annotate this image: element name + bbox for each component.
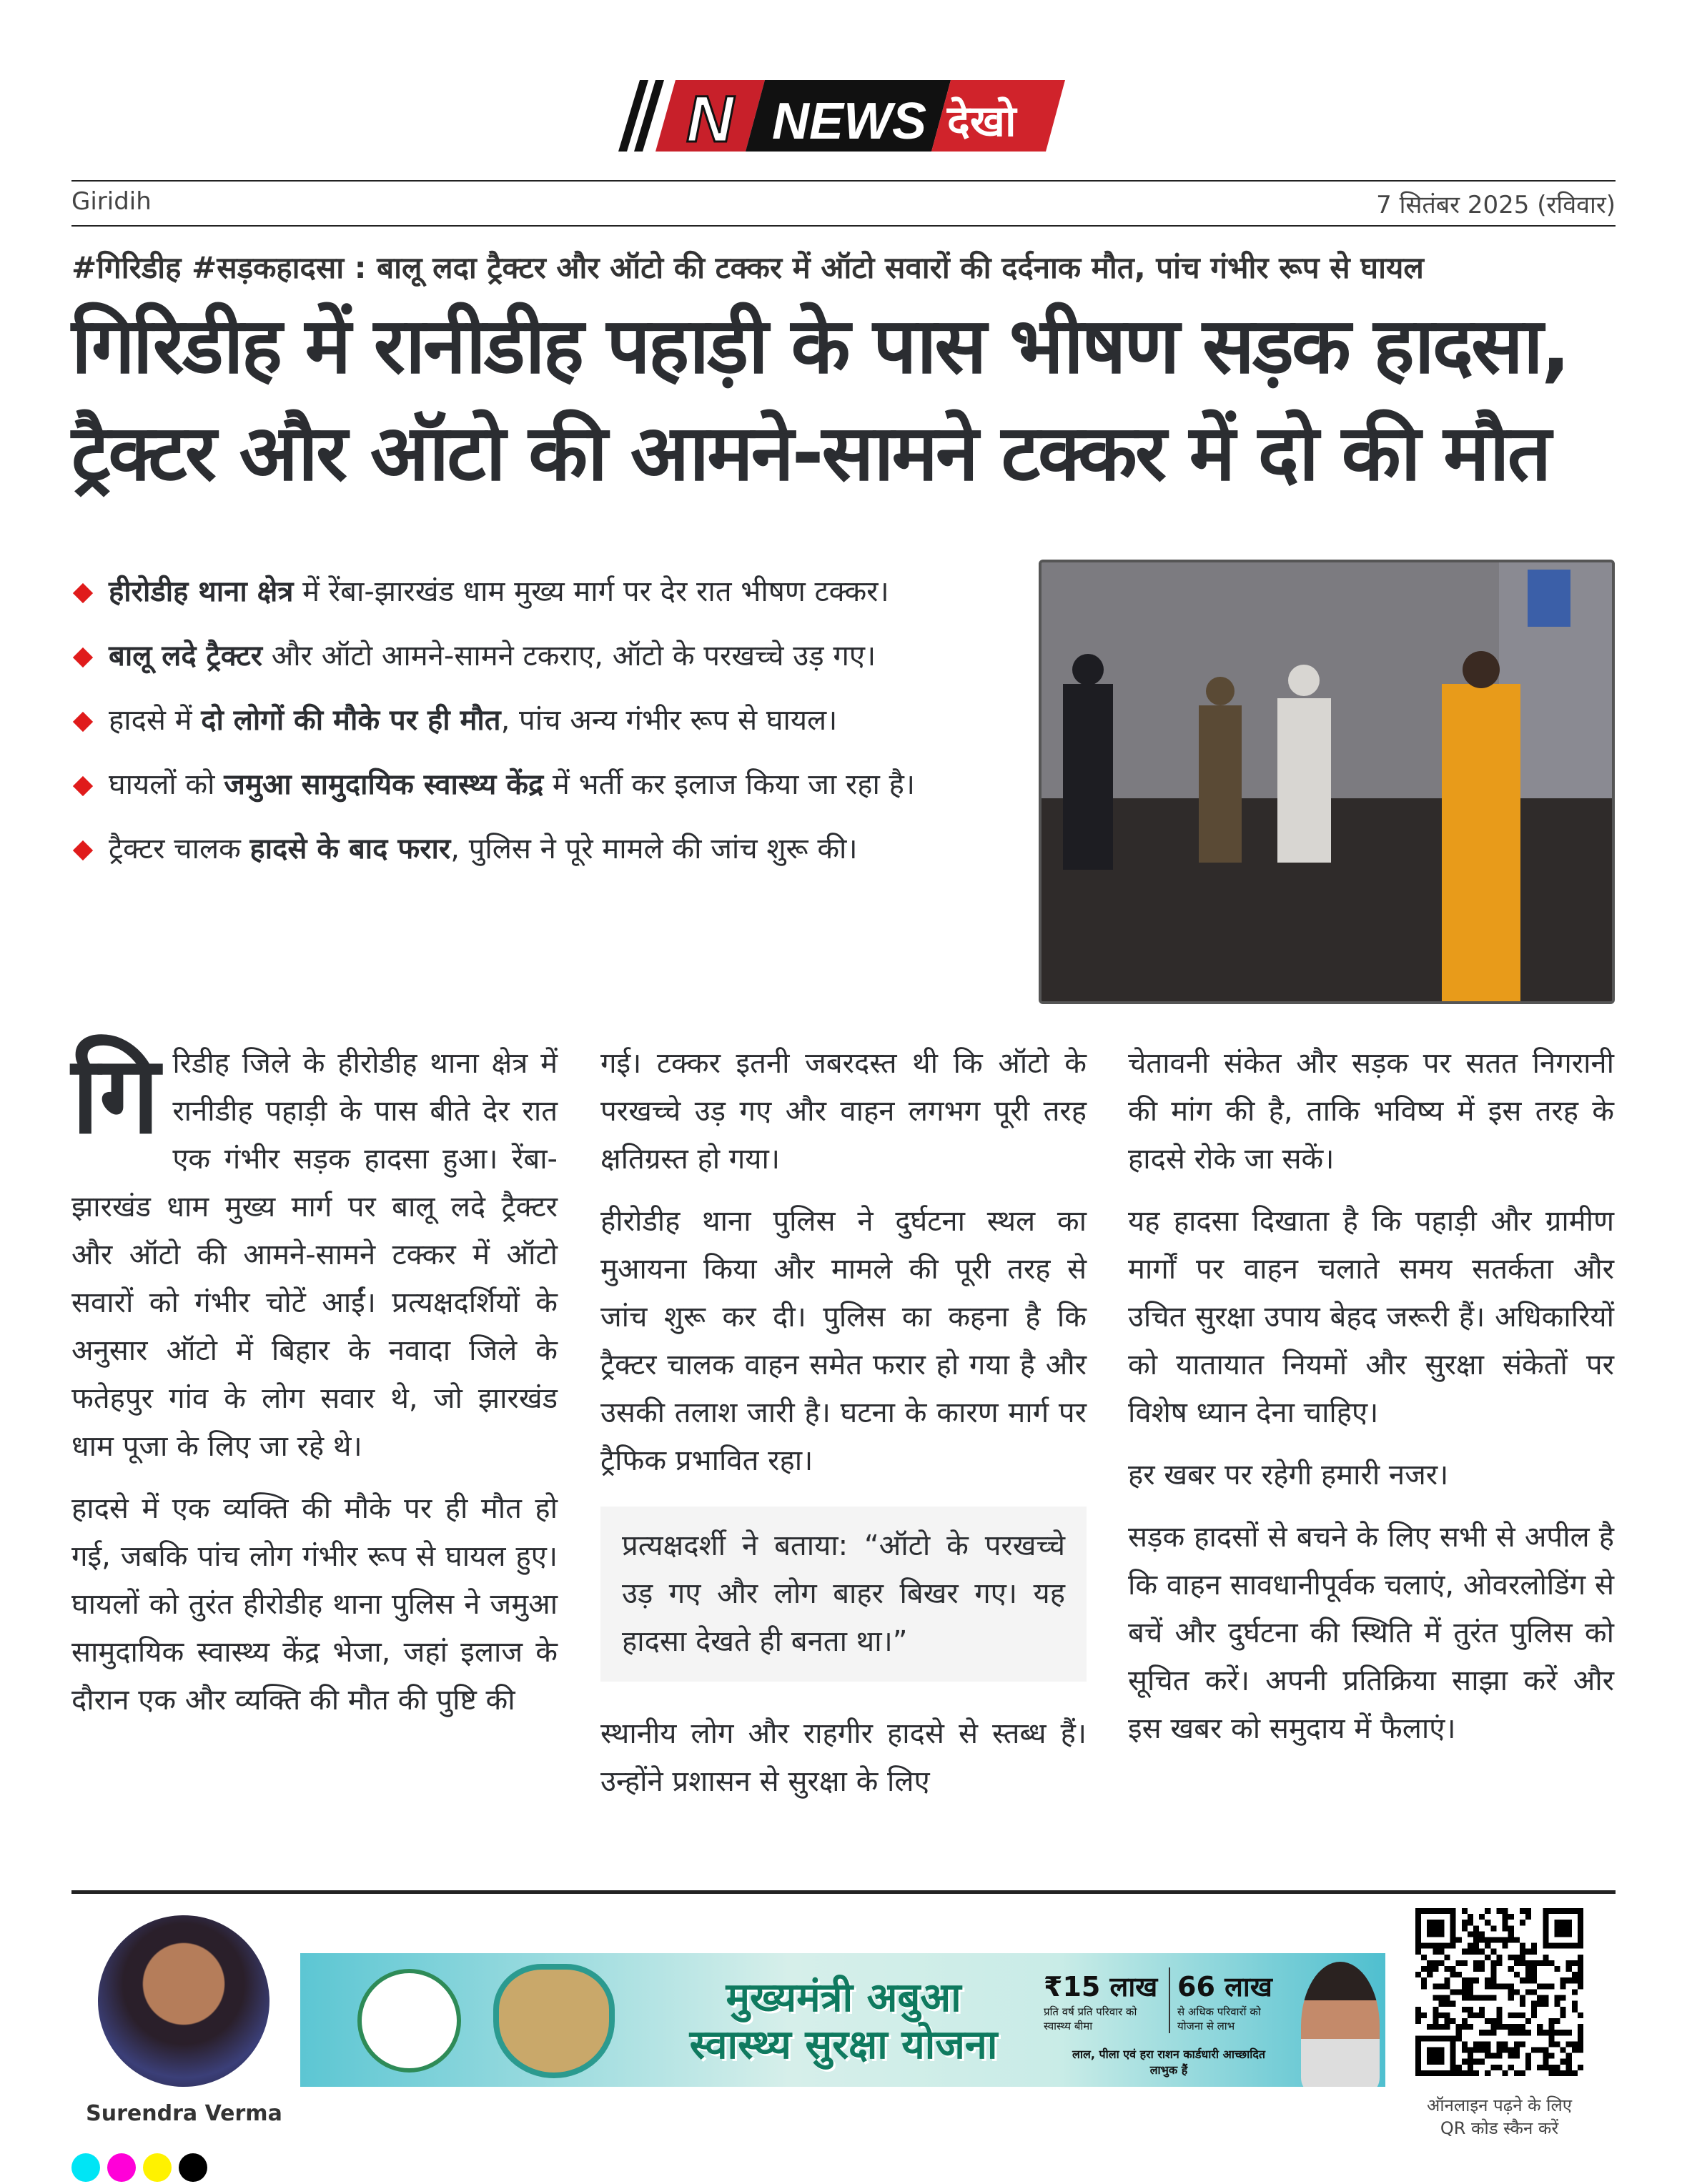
logo-n: N — [686, 83, 734, 152]
highlight-item: ट्रैक्टर चालक हादसे के बाद फरार, पुलिस ने पूरे मामले की जांच शुरू की। — [71, 822, 1022, 876]
banner-title-line2: स्वास्थ्य सुरक्षा योजना — [689, 2022, 998, 2068]
divider — [71, 225, 1616, 227]
article-paragraph: स्थानीय लोग और राहगीर हादसे से स्तब्ध हैं। उन्होंने प्रशासन से सुरक्षा के लिए — [600, 1717, 1087, 1798]
article-column-1 — [71, 1033, 558, 1739]
dateline — [71, 187, 1616, 220]
qr-code[interactable] — [1415, 1908, 1583, 2076]
qr-caption: ऑनलाइन पढ़ने के लिए QR कोड स्कैन करें — [1426, 2095, 1572, 2138]
banner-stat-1: ₹15 लाख — [1044, 1971, 1158, 2002]
chief-minister-photo — [1301, 1962, 1380, 2087]
diamond-bullet-icon — [73, 840, 93, 860]
author-name: Surendra Verma — [86, 2101, 282, 2126]
article-column-2 — [600, 1040, 1087, 1820]
logo-news: NEWS — [772, 93, 926, 150]
banner-stat-2: 66 लाख — [1177, 1971, 1272, 2002]
drop-cap: गि — [71, 1033, 160, 1158]
cmyk-magenta-dot — [107, 2153, 136, 2182]
banner-title-line1: मुख्यमंत्री अबुआ — [726, 1975, 961, 2021]
divider — [71, 180, 1616, 182]
article-paragraph: चेतावनी संकेत और सड़क पर सतत निगरानी की मांग की है, ताकि भविष्य में इस तरह के हादसे रोके जा सकें। — [1128, 1047, 1614, 1176]
article-paragraph: यह हादसा दिखाता है कि पहाड़ी और ग्रामीण मार्गों पर वाहन चलाते समय सतर्कता और उचित सुरक्षा उपाय बेहद जरूरी हैं। अधिकारियों को यातायात नियमों और सुरक्षा संकेतों पर विशेष ध्यान देना चाहिए। — [1128, 1205, 1614, 1429]
banner-stat-2-caption: से अधिक परिवारों को योजना से लाभ — [1177, 2005, 1261, 2032]
banner-note: लाल, पीला एवं हरा राशन कार्डधारी आच्छादित लाभुक हैं — [1072, 2047, 1265, 2077]
kicker: #गिरिडीह #सड़कहादसा : बालू लदा ट्रैक्टर और ऑटो की टक्कर में ऑटो सवारों की दर्दनाक मौत, पांच गंभीर रूप से घायल — [71, 250, 1424, 285]
diamond-bullet-icon — [73, 583, 93, 603]
family-heart-image — [493, 1964, 615, 2078]
cmyk-cyan-dot — [71, 2153, 100, 2182]
news-photo — [1039, 560, 1615, 1004]
logo-dekho: देखो — [947, 96, 1016, 147]
diamond-bullet-icon — [73, 647, 93, 667]
diamond-bullet-icon — [73, 776, 93, 796]
highlight-item: बालू लदे ट्रैक्टर और ऑटो आमने-सामने टकराए, ऑटो के परखच्चे उड़ गए। — [71, 629, 1022, 683]
diamond-bullet-icon — [73, 712, 93, 732]
cmyk-black-dot — [179, 2153, 207, 2182]
cmyk-yellow-dot — [143, 2153, 172, 2182]
article-paragraph: हर खबर पर रहेगी हमारी नजर। — [1128, 1459, 1449, 1491]
headline: गिरिडीह में रानीडीह पहाड़ी के पास भीषण सड़क हादसा, ट्रैक्टर और ऑटो की आमने-सामने टक्कर में दो की मौत — [71, 302, 1569, 498]
health-scheme-advertisement[interactable] — [300, 1953, 1385, 2087]
pull-quote: प्रत्यक्षदर्शी ने बताया: “ऑटो के परखच्चे उड़ गए और लोग बाहर बिखर गए। यह हादसा देखते ही बनता था।” — [600, 1507, 1087, 1682]
article-paragraph: हीरोडीह थाना पुलिस ने दुर्घटना स्थल का मुआयना किया और मामले की पूरी तरह से जांच शुरू कर दी। पुलिस का कहना है कि ट्रैक्टर चालक वाहन समेत फरार हो गया है और उसकी तलाश जारी है। घटना के कारण मार्ग पर ट्रैफिक प्रभावित रहा। — [600, 1205, 1087, 1477]
news-dekho-logo — [618, 80, 1069, 152]
banner-stat-1-caption: प्रति वर्ष प्रति परिवार को स्वास्थ्य बीमा — [1044, 2005, 1137, 2032]
date: 7 सितंबर 2025 (रविवार) — [1376, 191, 1616, 219]
government-seal-icon — [357, 1969, 461, 2073]
location: Giridih — [71, 187, 152, 216]
article-paragraph: गिरिडीह जिले के हीरोडीह थाना क्षेत्र में रानीडीह पहाड़ी के पास बीते देर रात एक गंभीर सड़क हादसा हुआ। रेंबा-झारखंड धाम मुख्य मार्ग पर बालू लदे ट्रैक्टर और ऑटो की आमने-सामने टक्कर में ऑटो सवारों को गंभीर चोटें आईं। प्रत्यक्षदर्शियों के अनुसार ऑटो में बिहार के नवादा जिले के फतेहपुर गांव के लोग सवार थे, जो झारखंड धाम पूजा के लिए जा रहे थे। — [71, 1033, 558, 1463]
highlight-item: घायलों को जमुआ सामुदायिक स्वास्थ्य केंद्र में भर्ती कर इलाज किया जा रहा है। — [71, 758, 1022, 812]
highlight-item: हादसे में दो लोगों की मौके पर ही मौत, पांच अन्य गंभीर रूप से घायल। — [71, 693, 1022, 748]
article-paragraph: गई। टक्कर इतनी जबरदस्त थी कि ऑटो के परखच्चे उड़ गए और वाहन लगभग पूरी तरह क्षतिग्रस्त हो गया। — [600, 1047, 1087, 1176]
highlights-list — [71, 565, 1022, 886]
footer-divider — [71, 1890, 1616, 1894]
article-column-3 — [1128, 1040, 1614, 1767]
highlight-item: हीरोडीह थाना क्षेत्र में रेंबा-झारखंड धाम मुख्य मार्ग पर देर रात भीषण टक्कर। — [71, 565, 1022, 619]
author-avatar — [98, 1915, 269, 2087]
article-paragraph: हादसे में एक व्यक्ति की मौके पर ही मौत हो गई, जबकि पांच लोग गंभीर रूप से घायल हुए। घायलों को तुरंत हीरोडीह थाना पुलिस ने जमुआ सामुदायिक स्वास्थ्य केंद्र भेजा, जहां इलाज के दौरान एक और व्यक्ति की मौत की पुष्टि की — [71, 1492, 558, 1717]
article-paragraph: सड़क हादसों से बचने के लिए सभी से अपील है कि वाहन सावधानीपूर्वक चलाएं, ओवरलोडिंग से बचें और दुर्घटना की स्थिति में तुरंत पुलिस को सूचित करें। अपनी प्रतिक्रिया साझा करें और इस खबर को समुदाय में फैलाएं। — [1128, 1521, 1614, 1745]
